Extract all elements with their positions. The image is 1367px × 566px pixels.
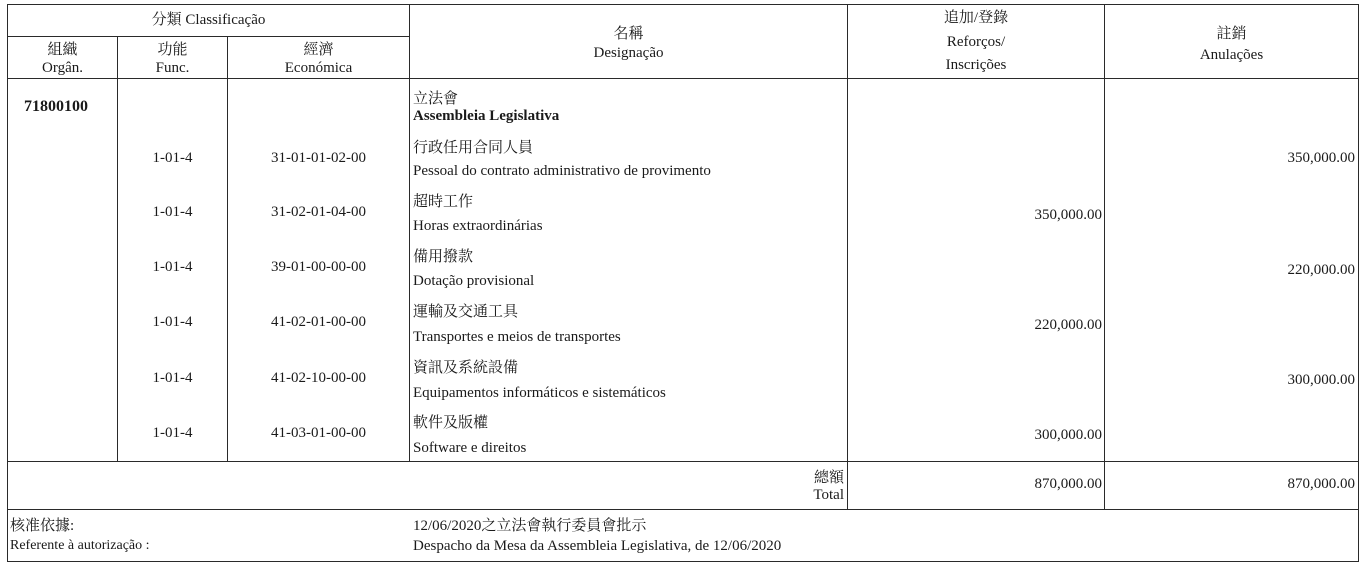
row-reinforce: 220,000.00 <box>1034 317 1102 333</box>
authorization-label-pt: Referente à autorização : <box>10 538 150 553</box>
func-header-zh: 功能 <box>157 42 188 58</box>
row-econ: 41-02-10-00-00 <box>271 370 366 386</box>
cancel-header-zh: 註銷 <box>1216 26 1247 42</box>
cancel-header-pt: Anulações <box>1199 47 1264 63</box>
econ-header-pt: Económica <box>284 60 353 76</box>
authorization-value-zh: 12/06/2020之立法會執行委員會批示 <box>413 518 647 534</box>
reinforce-header-zh: 追加/登錄 <box>943 10 1009 26</box>
row-name-zh: 超時工作 <box>413 194 474 210</box>
row-name-pt: Transportes e meios de transportes <box>413 329 621 345</box>
total-reinforce: 870,000.00 <box>1034 476 1102 492</box>
authorization-label-zh: 核准依據: <box>10 518 75 534</box>
row-name-zh: 備用撥款 <box>413 249 474 265</box>
total-cancel: 870,000.00 <box>1287 476 1355 492</box>
reinforce-header-pt1: Reforços/ <box>946 34 1006 50</box>
econ-header-zh: 經濟 <box>303 42 334 58</box>
row-name-zh: 資訊及系統設備 <box>413 360 519 376</box>
row-func: 1-01-4 <box>152 314 193 330</box>
total-label-pt: Total <box>813 487 844 503</box>
row-name-pt: Dotação provisional <box>413 273 535 289</box>
row-func: 1-01-4 <box>152 150 193 166</box>
row-name-zh: 運輸及交通工具 <box>413 304 519 320</box>
organ-code: 71800100 <box>24 98 88 115</box>
classification-header: 分類 Classificação <box>151 12 266 28</box>
func-header-pt: Func. <box>155 60 190 76</box>
row-econ: 41-03-01-00-00 <box>271 425 366 441</box>
row-name-pt: Software e direitos <box>413 440 527 456</box>
row-econ: 31-01-01-02-00 <box>271 150 366 166</box>
row-name-zh: 軟件及版權 <box>413 415 489 431</box>
organ-header-pt: Orgân. <box>42 60 83 76</box>
row-cancel: 350,000.00 <box>1287 150 1355 166</box>
row-econ: 41-02-01-00-00 <box>271 314 366 330</box>
authorization-value-pt: Despacho da Mesa da Assembleia Legislativa, de 12/06/2020 <box>413 538 782 554</box>
row-name-zh: 行政任用合同人員 <box>413 140 534 156</box>
designation-header-pt: Designação <box>593 45 664 61</box>
entity-name-pt: Assembleia Legislativa <box>413 108 560 124</box>
row-name-pt: Horas extraordinárias <box>413 218 543 234</box>
entity-name-zh: 立法會 <box>413 91 459 107</box>
row-cancel: 220,000.00 <box>1287 262 1355 278</box>
designation-header-zh: 名稱 <box>613 26 644 42</box>
row-cancel: 300,000.00 <box>1287 372 1355 388</box>
row-func: 1-01-4 <box>152 370 193 386</box>
row-reinforce: 350,000.00 <box>1034 207 1102 223</box>
row-func: 1-01-4 <box>152 425 193 441</box>
row-func: 1-01-4 <box>152 204 193 220</box>
row-func: 1-01-4 <box>152 259 193 275</box>
row-name-pt: Pessoal do contrato administrativo de provimento <box>413 163 711 179</box>
total-label-zh: 總額 <box>813 470 844 486</box>
reinforce-header-pt2: Inscrições <box>945 57 1007 73</box>
organ-header-zh: 組織 <box>47 42 78 58</box>
row-econ: 39-01-00-00-00 <box>271 259 366 275</box>
row-name-pt: Equipamentos informáticos e sistemáticos <box>413 385 666 401</box>
row-econ: 31-02-01-04-00 <box>271 204 366 220</box>
row-reinforce: 300,000.00 <box>1034 427 1102 443</box>
